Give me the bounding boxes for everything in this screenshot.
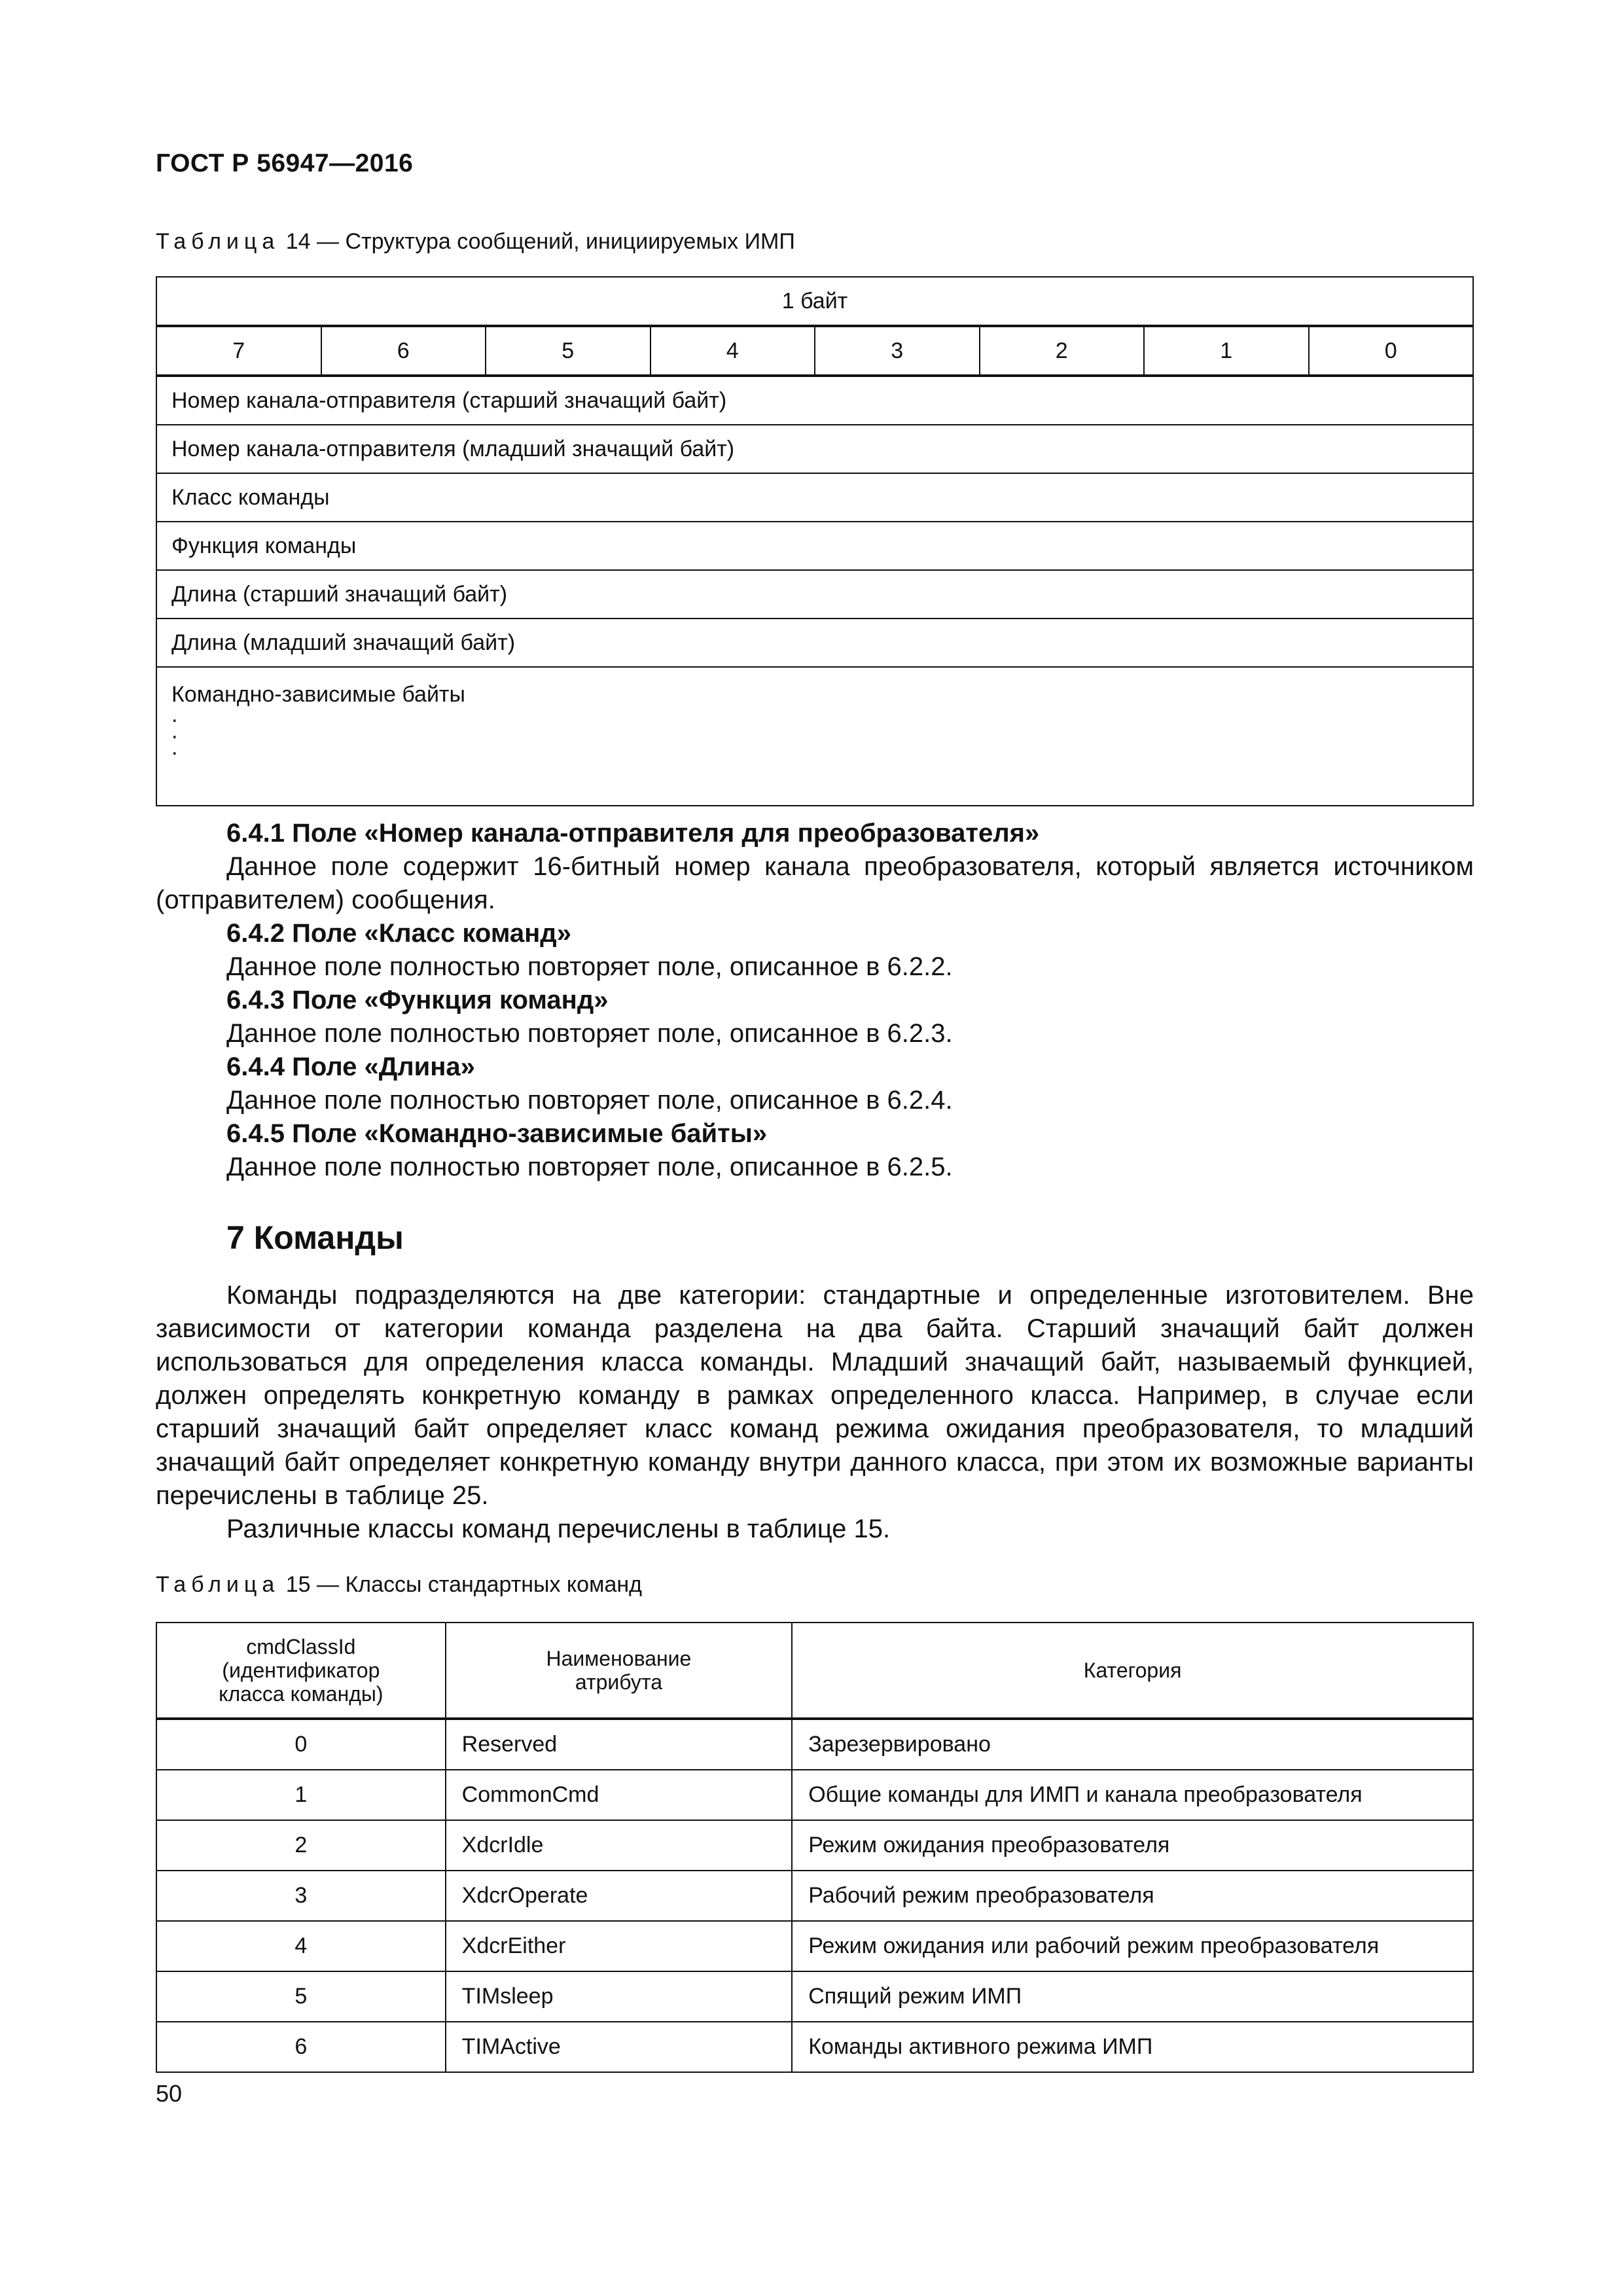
column-header: Категория (792, 1623, 1473, 1719)
byte-header-row (156, 277, 1473, 326)
bit-cell: 0 (1309, 326, 1474, 376)
class-id-cell: 0 (156, 1719, 446, 1770)
bit-cell: 4 (651, 326, 815, 376)
field-cell: Длина (старший значащий байт) (156, 570, 1473, 619)
caption-word: Таблица (156, 1572, 280, 1597)
table15-caption (156, 1572, 642, 1598)
attribute-name-cell: TIMActive (446, 2022, 793, 2072)
class-id-cell: 5 (156, 1971, 446, 2022)
field-cell (156, 667, 1473, 806)
category-cell: Рабочий режим преобразователя (792, 1871, 1473, 1921)
bit-cell: 1 (1144, 326, 1309, 376)
category-cell: Спящий режим ИМП (792, 1971, 1473, 2022)
section-7 (156, 1279, 1474, 1546)
section-6-4 (156, 817, 1474, 1184)
table-row (156, 425, 1473, 473)
table14-caption (156, 229, 795, 255)
bit-cell: 5 (486, 326, 651, 376)
table-row (156, 2022, 1473, 2072)
paragraph: Данное поле полностью повторяет поле, описанное в 6.2.3. (226, 1019, 953, 1048)
table-row (156, 1820, 1473, 1871)
subsection-heading: 6.4.1 Поле «Номер канала-отправителя для преобразователя» (226, 819, 1040, 848)
page-number: 50 (156, 2080, 183, 2107)
attribute-name-cell: TIMsleep (446, 1971, 793, 2022)
attribute-name-cell: XdcrEither (446, 1921, 793, 1971)
class-id-cell: 1 (156, 1770, 446, 1820)
subsection-heading: 6.4.5 Поле «Командно-зависимые байты» (226, 1119, 768, 1148)
table-row (156, 619, 1473, 667)
paragraph: Данное поле полностью повторяет поле, описанное в 6.2.2. (226, 952, 953, 981)
class-id-cell: 6 (156, 2022, 446, 2072)
bit-cell: 3 (815, 326, 980, 376)
category-cell: Режим ожидания преобразователя (792, 1820, 1473, 1871)
section-title: 7 Команды (226, 1219, 404, 1256)
field-cell: Номер канала-отправителя (младший значащий байт) (156, 425, 1473, 473)
column-header: Наименование атрибута (446, 1623, 793, 1719)
table-row (156, 667, 1473, 806)
field-cell: Класс команды (156, 473, 1473, 522)
paragraph: Команды подразделяются на две категории: стандартные и определенные изготовителем. Вне зависимости от категории команда разделена на два байта. Старший значащий байт должен использоваться для определения класса команды. Младший значащий байт, называемый функцией, должен определять конкретную команду в рамках определенного класса. Например, в случае если старший значащий байт определяет класс команд режима ожидания преобразователя, то младший значащий байт определяет конкретную команду внутри данного класса, при этом их возможные варианты перечислены в таблице 25. (156, 1281, 1474, 1510)
table-row (156, 376, 1473, 425)
paragraph: Данное поле полностью повторяет поле, описанное в 6.2.5. (226, 1153, 953, 1181)
document-header: ГОСТ Р 56947—2016 (156, 149, 414, 177)
subsection-heading: 6.4.4 Поле «Длина» (226, 1052, 475, 1081)
attribute-name-cell: XdcrOperate (446, 1871, 793, 1921)
bit-cell: 7 (156, 326, 321, 376)
bit-cell: 6 (321, 326, 486, 376)
attribute-name-cell: CommonCmd (446, 1770, 793, 1820)
bit-cell: 2 (980, 326, 1145, 376)
table-row (156, 522, 1473, 570)
message-structure-table (156, 276, 1474, 806)
category-cell: Общие команды для ИМП и канала преобразователя (792, 1770, 1473, 1820)
attribute-name-cell: XdcrIdle (446, 1820, 793, 1871)
field-cell: Длина (младший значащий байт) (156, 619, 1473, 667)
class-id-cell: 2 (156, 1820, 446, 1871)
command-classes-table (156, 1622, 1474, 2073)
table-row (156, 1971, 1473, 2022)
caption-text: 15 — Классы стандартных команд (279, 1572, 642, 1597)
table-row (156, 1770, 1473, 1820)
subsection-heading: 6.4.3 Поле «Функция команд» (226, 986, 609, 1014)
table-row (156, 1871, 1473, 1921)
table-header-row (156, 1623, 1473, 1719)
bit-numbers-row (156, 326, 1473, 376)
class-id-cell: 3 (156, 1871, 446, 1921)
table-row (156, 1719, 1473, 1770)
paragraph: Различные классы команд перечислены в таблице 15. (226, 1515, 891, 1543)
field-label: Командно-зависимые байты (171, 682, 465, 707)
ellipsis-dots: . . . (171, 702, 178, 760)
field-cell: Номер канала-отправителя (старший значащий байт) (156, 376, 1473, 425)
table-row (156, 570, 1473, 619)
category-cell: Зарезервировано (792, 1719, 1473, 1770)
caption-text: 14 — Структура сообщений, инициируемых ИМП (279, 229, 795, 254)
column-header: cmdClassId (идентификатор класса команды) (156, 1623, 446, 1719)
attribute-name-cell: Reserved (446, 1719, 793, 1770)
paragraph: Данное поле содержит 16-битный номер канала преобразователя, который является источником (отправителем) сообщения. (156, 852, 1474, 914)
caption-word: Таблица (156, 229, 280, 254)
category-cell: Режим ожидания или рабочий режим преобразователя (792, 1921, 1473, 1971)
subsection-heading: 6.4.2 Поле «Класс команд» (226, 919, 571, 948)
table-row (156, 1921, 1473, 1971)
paragraph: Данное поле полностью повторяет поле, описанное в 6.2.4. (226, 1086, 953, 1115)
field-cell: Функция команды (156, 522, 1473, 570)
category-cell: Команды активного режима ИМП (792, 2022, 1473, 2072)
table-row (156, 473, 1473, 522)
class-id-cell: 4 (156, 1921, 446, 1971)
byte-label: 1 байт (156, 277, 1473, 326)
